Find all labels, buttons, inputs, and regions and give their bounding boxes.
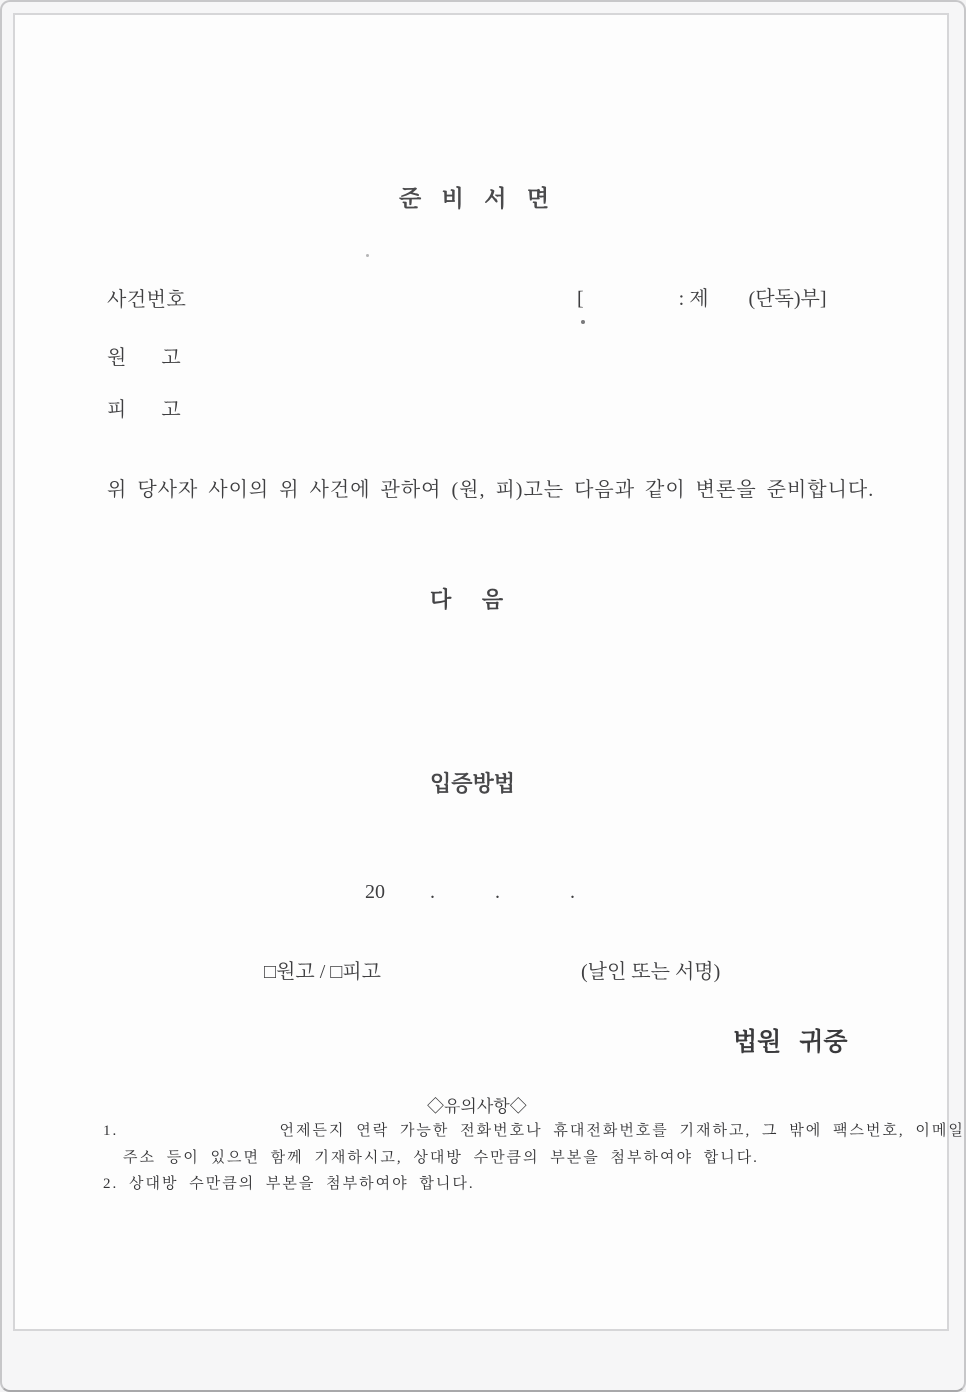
plaintiff-label: 원 고 — [107, 347, 181, 369]
case-number-court-part: [ : 제 (단독)부] — [577, 288, 827, 310]
party-checkboxes: □원고 / □피고 — [264, 961, 381, 983]
scan-speck — [581, 320, 585, 324]
document-page — [13, 13, 965, 1331]
scan-speck — [366, 254, 369, 257]
date-line: 20 . . . — [365, 881, 575, 903]
seal-or-signature-note: (날인 또는 서명) — [581, 961, 721, 983]
notice-item-1-line-1: 1. 언제든지 연락 가능한 전화번호나 휴대전화번호를 기재하고, 그 밖에 팩스번호, 이메일 — [103, 1123, 965, 1139]
court-addressee: 법원 귀중 — [733, 1028, 848, 1056]
case-number-label: 사건번호 — [107, 289, 187, 311]
notice-item-1-line-2: 주소 등이 있으면 함께 기재하시고, 상대방 수만큼의 부본을 첨부하여야 합니다. — [123, 1150, 759, 1166]
section-heading-daum: 다 음 — [430, 587, 504, 612]
section-heading-evidence: 입증방법 — [430, 771, 516, 796]
document-title: 준 비 서 면 — [399, 185, 552, 211]
body-paragraph: 위 당사자 사이의 위 사건에 관하여 (원, 피)고는 다음과 같이 변론을 준비합니다. — [107, 479, 875, 501]
notice-item-2: 2. 상대방 수만큼의 부본을 첨부하여야 합니다. — [103, 1176, 475, 1192]
notice-heading: ◇유의사항◇ — [427, 1097, 527, 1116]
defendant-label: 피 고 — [107, 399, 181, 421]
